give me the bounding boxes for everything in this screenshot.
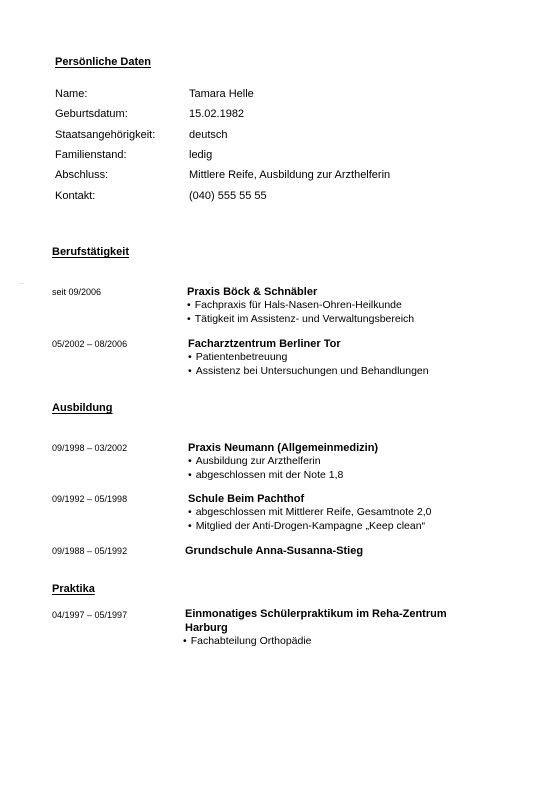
decorative-mark xyxy=(18,283,24,284)
education-title-2: Schule Beim Pachthof xyxy=(188,493,305,505)
work-title-2: Facharztzentrum Berliner Tor xyxy=(188,338,341,350)
value-nationality: deutsch xyxy=(189,129,228,141)
work-bullet-2-2: • Assistenz bei Untersuchungen und Behandlungen xyxy=(188,365,488,379)
label-name: Name: xyxy=(55,88,88,100)
work-title-1: Praxis Böck & Schnäbler xyxy=(187,286,318,298)
section-heading-internship: Praktika xyxy=(52,583,95,595)
education-bullet-1-1: • Ausbildung zur Arzthelferin xyxy=(188,455,488,469)
education-bullet-1-2: • abgeschlossen mit der Note 1,8 xyxy=(188,469,488,483)
value-name: Tamara Helle xyxy=(189,88,254,100)
section-heading-education: Ausbildung xyxy=(52,402,113,414)
internship-bullet-1-1: • Fachabteilung Orthopädie xyxy=(183,635,475,649)
label-contact: Kontakt: xyxy=(55,190,96,202)
label-marital-status: Familienstand: xyxy=(55,149,127,161)
education-entry-3 xyxy=(185,544,485,558)
section-heading-personal: Persönliche Daten xyxy=(55,56,151,68)
education-date-3: 09/1988 – 05/1992 xyxy=(52,546,128,556)
work-bullet-1-2: • Tätigkeit im Assistenz- und Verwaltungsbereich xyxy=(187,313,487,327)
work-date-1: seit 09/2006 xyxy=(52,287,102,297)
education-date-1: 09/1998 – 03/2002 xyxy=(52,443,128,453)
work-entry-2 xyxy=(188,337,488,378)
work-date-2: 05/2002 – 08/2006 xyxy=(52,339,128,349)
value-contact: (040) 555 55 55 xyxy=(189,190,267,202)
section-heading-work: Berufstätigkeit xyxy=(52,246,130,258)
value-degree: Mittlere Reife, Ausbildung zur Arzthelferin xyxy=(189,169,391,181)
education-title-1: Praxis Neumann (Allgemeinmedizin) xyxy=(188,442,379,454)
education-entry-1 xyxy=(188,441,488,482)
education-date-2: 09/1992 – 05/1998 xyxy=(52,494,128,504)
internship-date-1: 04/1997 – 05/1997 xyxy=(52,610,128,620)
education-title-3: Grundschule Anna-Susanna-Stieg xyxy=(185,545,364,557)
label-nationality: Staatsangehörigkeit: xyxy=(55,129,156,141)
education-bullet-2-2: • Mitglied der Anti-Drogen-Kampagne „Keep clean“ xyxy=(188,520,488,534)
label-birthdate: Geburtsdatum: xyxy=(55,108,128,120)
work-entry-1 xyxy=(187,285,487,326)
work-bullet-1-1: • Fachpraxis für Hals-Nasen-Ohren-Heilkunde xyxy=(187,299,487,313)
value-birthdate: 15.02.1982 xyxy=(189,108,245,120)
internship-title-1: Einmonatiges Schülerpraktikum im Reha-Zentrum Harburg xyxy=(185,608,447,634)
work-bullet-2-1: • Patientenbetreuung xyxy=(188,351,488,365)
education-entry-2 xyxy=(188,492,488,533)
label-degree: Abschluss: xyxy=(55,169,109,181)
education-bullet-2-1: • abgeschlossen mit Mittlerer Reife, Gesamtnote 2,0 xyxy=(188,506,488,520)
value-marital-status: ledig xyxy=(189,149,213,161)
internship-entry-1 xyxy=(185,607,475,649)
